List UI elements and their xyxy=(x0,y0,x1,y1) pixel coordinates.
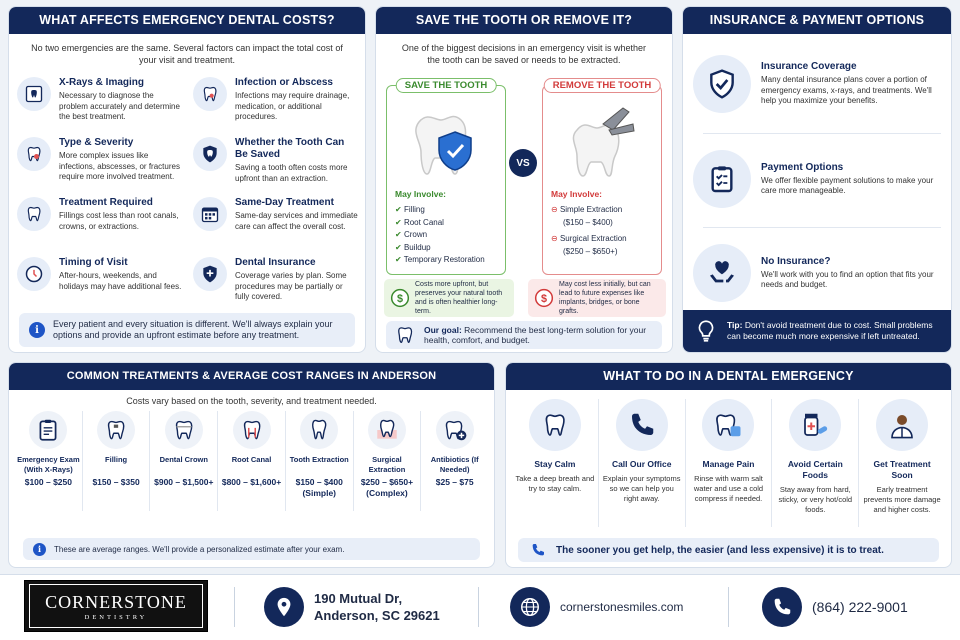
tooth-icon xyxy=(17,197,51,231)
step-desc: Stay away from hard, sticky, or very hot/cold foods. xyxy=(778,485,853,514)
insurance-shield-icon xyxy=(193,257,227,291)
treatment-name: Dental Crown xyxy=(159,455,208,464)
factor-title: Type & Severity xyxy=(59,137,134,148)
xray-icon xyxy=(17,77,51,111)
vs-badge: VS xyxy=(509,149,537,177)
step-title: Avoid Certain Foods xyxy=(787,459,843,480)
calendar-icon xyxy=(193,197,227,231)
factor-desc: Fillings cost less than root canals, crowns, or extractions. xyxy=(59,211,179,231)
list-item: ✔ Temporary Restoration xyxy=(395,255,485,264)
save-or-remove-card xyxy=(375,6,673,353)
list-item: ($250 – $650+) xyxy=(563,246,618,256)
treatment-costs-card xyxy=(8,362,495,568)
goal-text: Recommend the best long-term solution for your health, comfort, and budget. xyxy=(424,324,647,345)
factor-desc: Coverage varies by plan. Some procedures may be partially or fully covered. xyxy=(235,271,347,301)
info-icon: i xyxy=(33,543,46,556)
step-desc: Take a deep breath and try to stay calm. xyxy=(515,474,595,493)
step-item xyxy=(686,399,773,527)
treatment-costs-note xyxy=(23,538,480,560)
surgical-extraction-icon xyxy=(368,411,406,449)
phone-icon xyxy=(762,587,802,627)
treatment-name: Root Canal xyxy=(231,455,272,464)
phone-link[interactable] xyxy=(762,585,908,629)
treatment-costs-intro: Costs vary based on the tooth, severity, and treatment needed. xyxy=(126,396,377,406)
remove-tooth-label: REMOVE THE TOOTH xyxy=(544,78,661,93)
payment-row xyxy=(693,134,941,224)
clock-icon xyxy=(17,257,51,291)
step-item xyxy=(599,399,686,527)
list-item: ✔ Crown xyxy=(395,230,428,239)
tooth-extraction-icon xyxy=(563,104,643,184)
step-item xyxy=(772,399,859,527)
list-item: ⊖ Surgical Extraction xyxy=(551,234,627,243)
treatment-price: $150 – $350 xyxy=(92,477,140,487)
crown-tooth-icon xyxy=(165,411,203,449)
factor-item xyxy=(193,77,359,137)
step-item xyxy=(859,399,945,527)
divider xyxy=(478,587,479,627)
factor-title: Timing of Visit xyxy=(59,257,128,268)
treatment-price: $150 – $400 (Simple) xyxy=(295,477,343,498)
emergency-note xyxy=(518,538,939,562)
factor-desc: Infections may require drainage, medication, or additional procedures. xyxy=(235,91,350,121)
lightbulb-icon xyxy=(693,318,719,344)
goal-label: Our goal: xyxy=(424,324,462,335)
factor-item xyxy=(193,137,359,197)
tip-box xyxy=(683,310,951,352)
tip-label: Tip: xyxy=(727,320,743,330)
cost-factors-card xyxy=(8,6,366,353)
tooth-icon xyxy=(394,324,416,346)
cost-factors-note-text: Every patient and every situation is different. We'll always explain your options and provide an upfront estimate before any treatment. xyxy=(53,319,333,340)
remove-cost-note xyxy=(528,279,666,317)
tooth-severity-icon xyxy=(17,137,51,171)
clipboard-icon xyxy=(29,411,67,449)
treatment-name: Filling xyxy=(105,455,128,464)
bullet-icon: ⊖ xyxy=(551,205,560,214)
save-tooth-box xyxy=(386,80,506,275)
factor-title: Treatment Required xyxy=(59,197,153,208)
info-icon: i xyxy=(29,322,45,338)
cost-factors-grid xyxy=(17,77,359,317)
insurance-row-title: Insurance Coverage xyxy=(761,61,857,73)
insurance-payment-title: INSURANCE & PAYMENT OPTIONS xyxy=(683,7,951,34)
phone-icon xyxy=(616,399,668,451)
phone-text: (864) 222-9001 xyxy=(812,598,908,615)
treatment-name: Surgical Extraction xyxy=(368,455,406,474)
ice-pack-tooth-icon xyxy=(702,399,754,451)
treatment-item xyxy=(15,411,83,511)
factor-item xyxy=(17,137,183,197)
emergency-steps-card xyxy=(505,362,952,568)
list-item: ($150 – $400) xyxy=(563,217,613,227)
svg-text:$: $ xyxy=(540,292,548,305)
factor-desc: More complex issues like infections, abscesses, or fractures require more involved treatment. xyxy=(59,151,180,181)
treatment-list xyxy=(15,411,488,511)
factor-desc: After-hours, weekends, and holidays may have additional fees. xyxy=(59,271,182,291)
insurance-row xyxy=(693,39,941,129)
footer xyxy=(0,574,960,640)
factor-desc: Same-day services and immediate care can affect the overall cost. xyxy=(235,211,358,231)
remove-may-involve: May Involve: xyxy=(551,189,603,199)
save-cost-note-text: Costs more upfront, but preserves your natural tooth and is often healthier long-term. xyxy=(415,281,503,315)
save-list xyxy=(395,204,485,267)
bullet-icon: ⊖ xyxy=(551,234,560,243)
address-line2: Anderson, SC 29621 xyxy=(314,608,440,623)
address-block[interactable] xyxy=(264,585,440,629)
check-icon: ✔ xyxy=(395,242,404,252)
list-item: ✔ Root Canal xyxy=(395,217,444,227)
extracted-tooth-icon xyxy=(300,411,338,449)
clipboard-check-icon xyxy=(693,150,751,208)
tooth-plus-icon xyxy=(436,411,474,449)
treatment-item xyxy=(421,411,488,511)
list-item: ✔ Buildup xyxy=(395,242,431,252)
dollar-icon xyxy=(390,288,410,308)
treatment-costs-title: COMMON TREATMENTS & AVERAGE COST RANGES IN ANDERSON xyxy=(9,363,494,390)
list-item: ⊖ Simple Extraction xyxy=(551,205,623,214)
treatment-costs-note-text: These are average ranges. We'll provide a personalized estimate after your exam. xyxy=(54,544,345,554)
save-may-involve: May Involve: xyxy=(395,189,447,199)
factor-title: Infection or Abscess xyxy=(235,77,333,88)
tooth-shield-icon xyxy=(193,137,227,171)
factor-item xyxy=(193,197,359,257)
treatment-price: $800 – $1,600+ xyxy=(221,477,282,487)
save-tooth-label: SAVE THE TOOTH xyxy=(396,78,497,93)
treatment-price: $250 – $650+ (Complex) xyxy=(360,477,414,498)
cost-factors-intro: No two emergencies are the same. Several factors can impact the total cost of your visit and treatment. xyxy=(31,43,343,65)
factor-desc: Necessary to diagnose the problem accurately and determine the best treatment. xyxy=(59,91,180,121)
emergency-steps-title: WHAT TO DO IN A DENTAL EMERGENCY xyxy=(506,363,951,390)
heart-hands-icon xyxy=(693,244,751,302)
no-insurance-row-title: No Insurance? xyxy=(761,255,831,267)
divider xyxy=(234,587,235,627)
cost-factors-title: WHAT AFFECTS EMERGENCY DENTAL COSTS? xyxy=(9,7,365,34)
factor-title: Same-Day Treatment xyxy=(235,197,334,208)
no-insurance-row xyxy=(693,228,941,318)
step-desc: Explain your symptoms so we can help you right away. xyxy=(602,474,681,503)
payment-row-desc: We offer flexible payment solutions to make your care more manageable. xyxy=(761,175,934,195)
tooth-with-shield-icon xyxy=(407,104,487,184)
remove-tooth-box xyxy=(542,80,662,275)
logo-tagline: DENTISTRY xyxy=(84,613,148,621)
remove-list xyxy=(551,204,627,258)
check-icon: ✔ xyxy=(395,255,404,264)
infected-tooth-icon xyxy=(193,77,227,111)
tooth-icon xyxy=(529,399,581,451)
website-text: cornerstonesmiles.com xyxy=(560,599,684,614)
emergency-note-text: The sooner you get help, the easier (and less expensive) it is to treat. xyxy=(556,544,884,556)
root-canal-icon xyxy=(233,411,271,449)
location-pin-icon xyxy=(264,587,304,627)
phone-icon xyxy=(530,542,546,558)
treatment-name: Emergency Exam (With X-Rays) xyxy=(17,455,80,474)
dentist-avatar-icon xyxy=(876,399,928,451)
treatment-price: $900 – $1,500+ xyxy=(154,477,214,487)
step-title: Stay Calm xyxy=(534,459,576,469)
treatment-name: Tooth Extraction xyxy=(289,455,349,464)
factor-title: Dental Insurance xyxy=(235,257,316,268)
no-insurance-row-desc: We'll work with you to find an option that fits your needs and budget. xyxy=(761,269,934,289)
remove-cost-note-text: May cost less initially, but can lead to future expenses like implants, bridges, or bone grafts. xyxy=(559,281,651,315)
check-icon: ✔ xyxy=(395,205,404,214)
insurance-row-desc: Many dental insurance plans cover a portion of emergency exams, x-rays, and treatments. We'll help you maximize your benefits. xyxy=(761,75,932,106)
list-item: ✔ Filling xyxy=(395,205,425,214)
treatment-price: $25 – $75 xyxy=(435,477,474,487)
factor-item xyxy=(17,197,183,257)
treatment-item xyxy=(150,411,218,511)
check-icon: ✔ xyxy=(395,230,404,239)
address-line1: 190 Mutual Dr, xyxy=(314,591,403,606)
save-or-remove-title: SAVE THE TOOTH OR REMOVE IT? xyxy=(376,7,672,34)
filled-tooth-icon xyxy=(97,411,135,449)
step-title: Get Treatment Soon xyxy=(873,459,931,480)
treatment-name: Antibiotics (If Needed) xyxy=(430,455,479,474)
treatment-item xyxy=(218,411,286,511)
tip-text: Don't avoid treatment due to cost. Small problems can become much more expensive if left untreated. xyxy=(727,320,933,341)
globe-icon xyxy=(510,587,550,627)
step-title: Manage Pain xyxy=(702,459,755,469)
treatment-item xyxy=(83,411,151,511)
cost-factors-note xyxy=(19,313,355,347)
payment-row-title: Payment Options xyxy=(761,161,844,173)
treatment-item xyxy=(354,411,422,511)
save-or-remove-intro: One of the biggest decisions in an emergency visit is whether the tooth can be saved or needs to be extracted. xyxy=(401,43,647,65)
logo-name: CORNERSTONE xyxy=(45,591,187,612)
treatment-item xyxy=(286,411,354,511)
step-item xyxy=(512,399,599,527)
goal-box xyxy=(386,321,662,349)
factor-item xyxy=(17,257,183,317)
factor-item xyxy=(193,257,359,317)
step-desc: Early treatment prevents more damage and higher costs. xyxy=(863,485,941,514)
save-cost-note xyxy=(384,279,514,317)
factor-desc: Saving a tooth often costs more upfront than an extraction. xyxy=(235,163,348,183)
step-desc: Rinse with warm salt water and use a cold compress if needed. xyxy=(693,474,764,503)
insurance-payment-card xyxy=(682,6,952,353)
factor-title: Whether the Tooth Can Be Saved xyxy=(235,137,345,160)
svg-text:$: $ xyxy=(396,292,404,305)
dollar-icon xyxy=(534,288,554,308)
website-link[interactable] xyxy=(510,585,683,629)
emergency-steps-list xyxy=(512,399,945,527)
divider xyxy=(728,587,729,627)
cornerstone-logo[interactable] xyxy=(24,580,208,632)
check-icon: ✔ xyxy=(395,217,404,227)
factor-item xyxy=(17,77,183,137)
shield-check-icon xyxy=(693,55,751,113)
treatment-price: $100 – $250 xyxy=(24,477,72,487)
factor-title: X-Rays & Imaging xyxy=(59,77,145,88)
medicine-icon xyxy=(789,399,841,451)
step-title: Call Our Office xyxy=(611,459,672,469)
